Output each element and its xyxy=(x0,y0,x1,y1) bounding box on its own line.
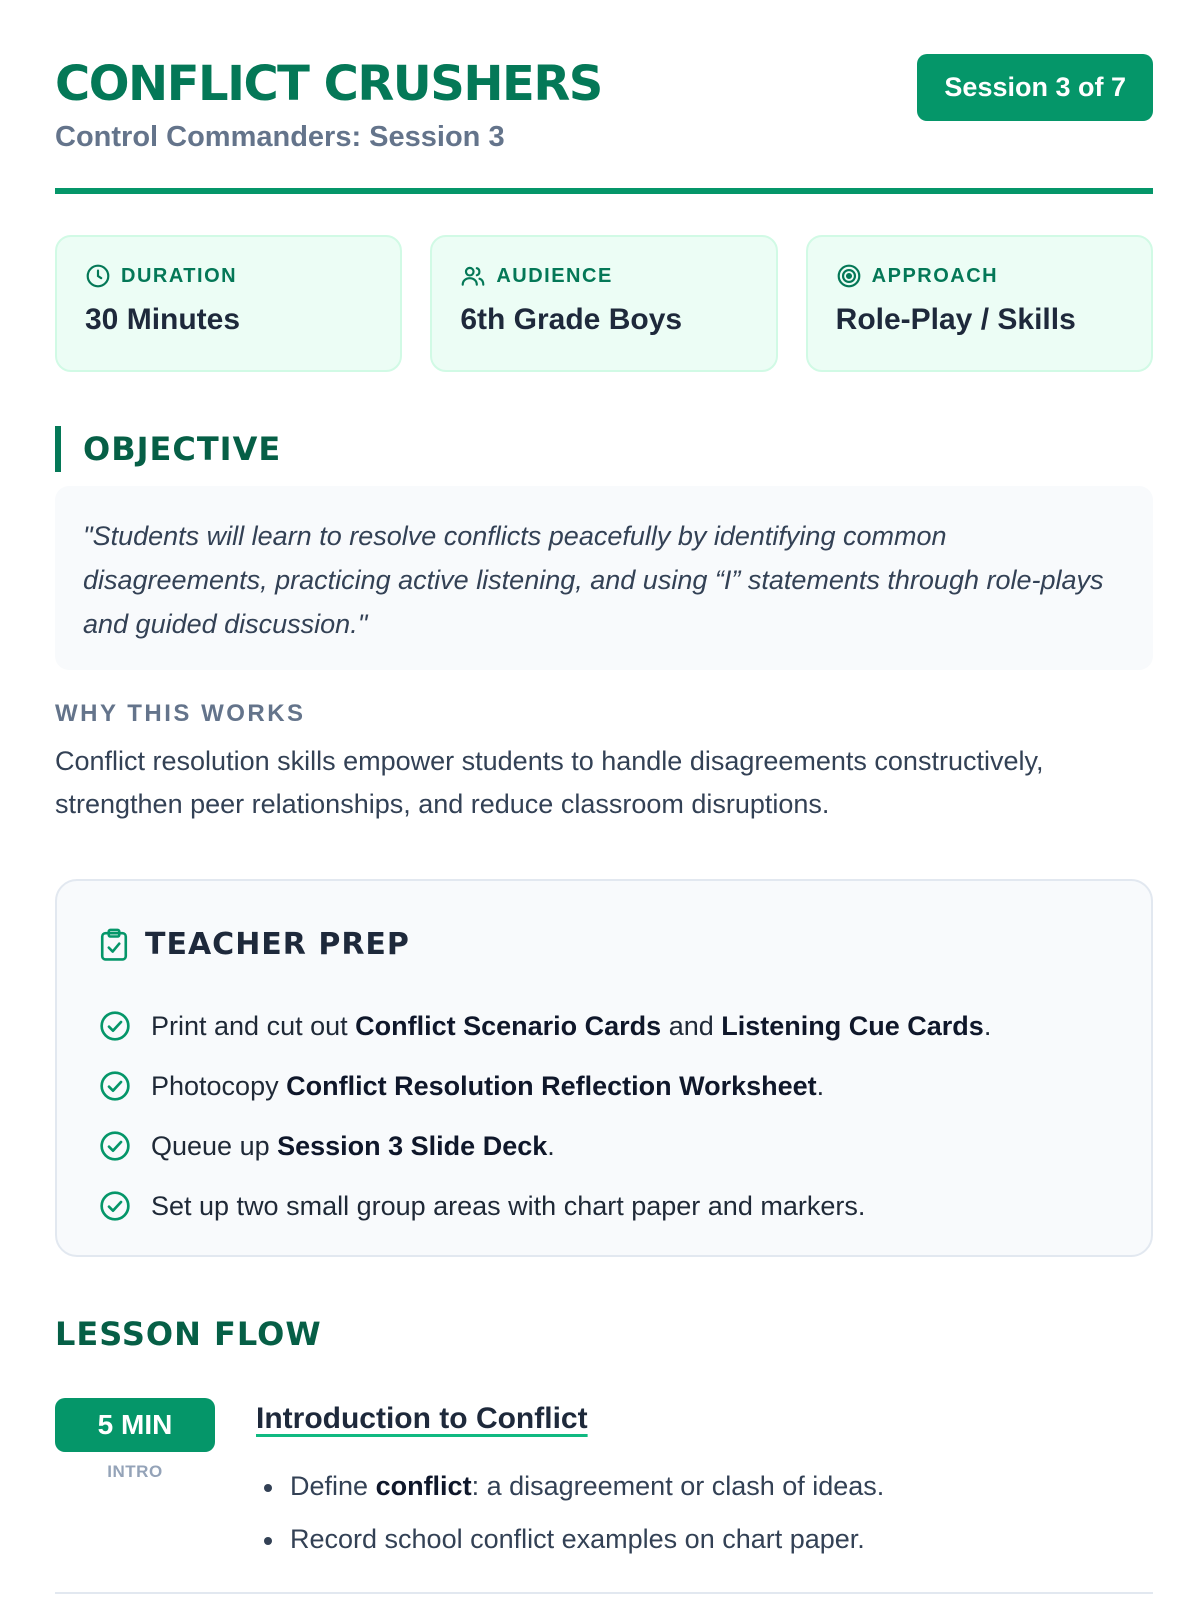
clipboard-check-icon xyxy=(99,928,129,962)
check-circle-icon xyxy=(99,1010,131,1042)
why-heading: WHY THIS WORKS xyxy=(55,700,306,727)
prep-bold: Listening Cue Cards xyxy=(721,1010,984,1041)
target-icon xyxy=(836,263,862,289)
lesson-plan-page xyxy=(55,0,1153,1554)
prep-text: Queue up xyxy=(151,1130,278,1161)
prep-bold: Conflict Resolution Reflection Worksheet xyxy=(286,1070,817,1101)
card-label: APPROACH xyxy=(871,264,999,287)
card-value: 30 Minutes xyxy=(85,303,241,336)
bullet-text: : a disagreement or clash of ideas. xyxy=(471,1471,885,1501)
card-label: AUDIENCE xyxy=(496,264,613,287)
card-value: 6th Grade Boys xyxy=(460,303,683,336)
step-bullet xyxy=(256,1460,884,1513)
page-title: CONFLICT CRUSHERS xyxy=(55,56,602,112)
prep-text: Print and cut out xyxy=(151,1010,356,1041)
step-tag: INTRO xyxy=(107,1462,163,1481)
prep-text: . xyxy=(983,1010,992,1041)
prep-item xyxy=(99,996,991,1056)
clock-icon xyxy=(85,263,111,289)
prep-item xyxy=(99,1176,991,1236)
lesson-flow-heading: LESSON FLOW xyxy=(55,1315,322,1353)
duration-card xyxy=(55,235,402,372)
prep-text: Set up two small group areas with chart paper and markers. xyxy=(151,1190,866,1221)
prep-item xyxy=(99,1056,991,1116)
step-bullet xyxy=(256,1513,884,1566)
step-time-badge: 5 MIN xyxy=(55,1398,215,1452)
section-divider xyxy=(55,1592,1153,1594)
prep-bold: Session 3 Slide Deck xyxy=(277,1130,548,1161)
bullet-text: Record school conflict examples on chart paper. xyxy=(290,1524,865,1554)
prep-list xyxy=(99,996,991,1236)
prep-text: Photocopy xyxy=(151,1070,287,1101)
step-bullets xyxy=(256,1460,884,1566)
info-cards xyxy=(55,235,1153,372)
header xyxy=(55,0,1153,195)
why-text: Conflict resolution skills empower students to handle disagreements constructively, strengthen peer relationships, and reduce classroom disruptions. xyxy=(55,746,1044,819)
teacher-prep-panel xyxy=(55,879,1153,1257)
session-badge: Session 3 of 7 xyxy=(917,54,1153,121)
audience-card xyxy=(430,235,777,372)
prep-text: . xyxy=(547,1130,555,1161)
card-value: Role-Play / Skills xyxy=(835,303,1076,336)
step-title: Introduction to Conflict xyxy=(256,1402,588,1435)
page-subtitle: Control Commanders: Session 3 xyxy=(55,121,505,153)
prep-text: and xyxy=(661,1010,722,1041)
bullet-bold: conflict xyxy=(375,1471,472,1501)
check-circle-icon xyxy=(99,1130,131,1162)
bullet-text: Define xyxy=(290,1471,376,1501)
objective-quote: "Students will learn to resolve conflicts peacefully by identifying common disagreements, practicing active listening, and using “I” statements through role-plays and guided discussion." xyxy=(55,486,1153,670)
prep-bold: Conflict Scenario Cards xyxy=(355,1010,662,1041)
check-circle-icon xyxy=(99,1070,131,1102)
prep-text: . xyxy=(816,1070,825,1101)
prep-heading: TEACHER PREP xyxy=(145,927,410,962)
objective-heading: OBJECTIVE xyxy=(55,426,281,472)
users-icon xyxy=(460,263,486,289)
approach-card xyxy=(806,235,1153,372)
prep-item xyxy=(99,1116,991,1176)
check-circle-icon xyxy=(99,1190,131,1222)
card-label: DURATION xyxy=(121,264,238,287)
header-divider xyxy=(55,188,1153,194)
